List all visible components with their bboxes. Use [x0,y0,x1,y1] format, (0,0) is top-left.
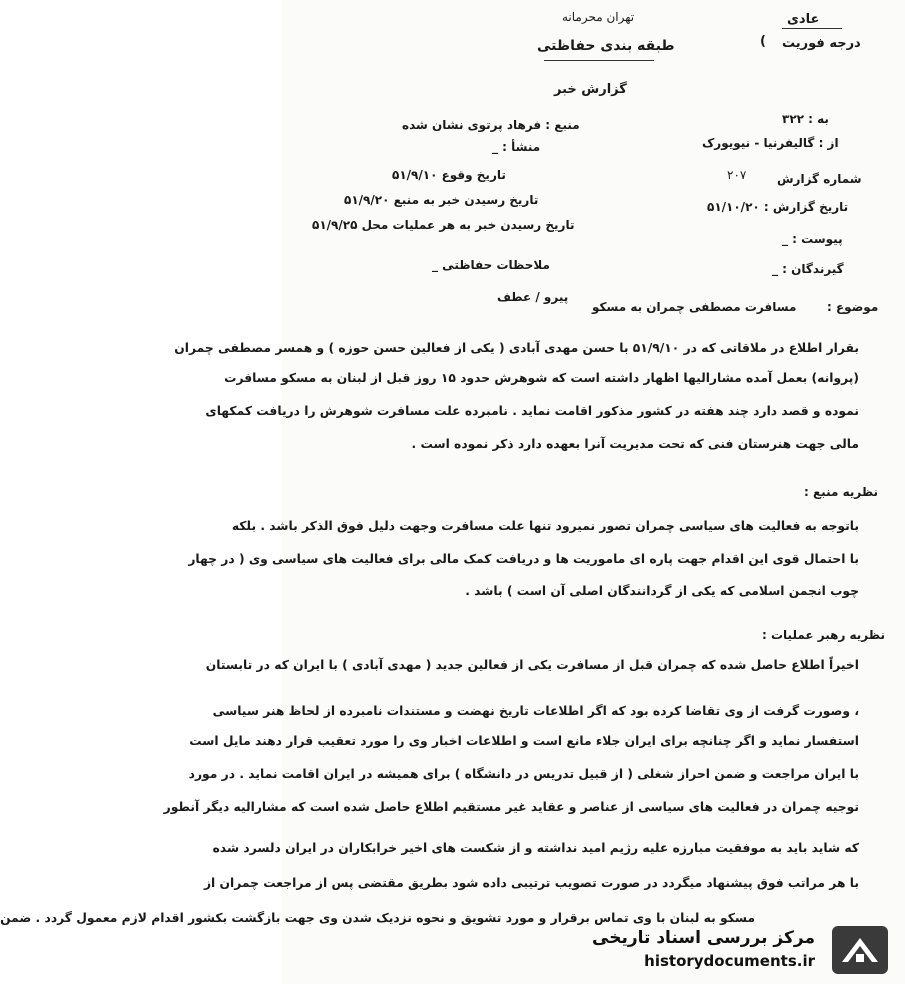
priority-mark: ) [760,34,766,49]
receipt-date-line: تاریخ رسیدن خبر به منبع ۵۱/۹/۲۰ [344,193,539,207]
p3-line-2: ، وصورت گرفت از وی تقاضا کرده بود که اگر اطلاعات تاریخ نهضت و مستندات نامبرده از لحاظ هنر سیاسی [212,704,859,718]
report-number-label: شماره گزارش [777,172,862,186]
archive-url[interactable]: historydocuments.ir [644,952,815,970]
to-line: به : ۳۲۲ [782,112,829,126]
receipt-date-local-line: تاریخ رسیدن خبر به هر عملیات محل ۵۱/۹/۲۵ [312,218,575,232]
top-stamp-text: تهران محرمانه [562,10,635,24]
receiver-comment-label: نظریه رهبر عملیات : [762,628,885,642]
remarks-line: ملاحظات حفاظتی _ [432,258,550,272]
title-underline [544,60,654,61]
clearance-line: منشأ : _ [492,140,541,154]
subject-text: مسافرت مصطفی چمران به مسکو [592,300,797,314]
recipients-line: گیرندگان : _ [772,262,844,276]
subject-label: موضوع : [827,300,879,314]
p3-line-5: توجیه چمران در فعالیت های سیاسی از عناصر و عقاید غیر مستقیم اطلاع حاصل شده است که مشارالیه دیگر آنطور [163,800,859,814]
archive-name: مرکز بررسی اسناد تاریخی [592,928,815,948]
p3-line-4: با ایران مراجعت و ضمن احراز شغلی ( از قبیل تدریس در دانشگاه ) برای همیشه در ایران اقامت نماید . در مورد [188,767,859,781]
secrecy-underline [782,28,842,29]
reference-label: پیرو / عطف [497,290,569,304]
p3-line-3: استفسار نماید و اگر چنانچه برای ایران جلاء مانع است و اطلاعات اخبار وی را مورد تعقیب قرار دهند مایل است [189,734,859,748]
classification-title: طبقه بندی حفاظتی [537,38,675,54]
secrecy-value: عادی [787,12,820,27]
source-comment-label: نظریه منبع : [804,485,879,499]
p2-line-3: چوب انجمن اسلامی که یکی از گردانندگان اصلی آن است ) باشد . [465,584,859,598]
p3-line-8: مسکو به لبنان با وی تماس برقرار و مورد تشویق و نحوه نزدیک شدن وی جهت بازگشت بکشور اقدام لازم معمول گردد . ضمن [0,911,755,925]
p3-line-7: با هر مراتب فوق پیشنهاد میگردد در صورت تصویب ترتیبی داده شود بطریق مقتضی پس از مراجعت چمران از [203,876,859,890]
report-type-title: گزارش خبر [554,82,627,97]
priority-label: درجه فوریت [782,36,861,51]
attachment-line: پیوست : _ [782,232,843,246]
report-number-value: ۲۰۷ [727,168,747,182]
archive-logo-icon [830,924,890,976]
p1-line-3: نموده و قصد دارد چند هفته در کشور مذکور اقامت نماید . نامبرده علت مسافرت شوهرش را دریافت کمکهای [205,404,859,418]
p1-line-4: مالی جهت هنرستان فنی که تحت مدیریت آنرا بعهده دارد ذکر نموده است . [411,437,859,451]
report-date-line: تاریخ گزارش : ۵۱/۱۰/۲۰ [707,200,849,214]
from-line: از : گالیفرنیا - نیویورک [702,136,839,150]
p2-line-2: با احتمال قوی این اقدام جهت پاره ای ماموریت ها و دریافت کمک مالی برای فعالیت های سیاسی وی ( در چهار [188,552,859,566]
p2-line-1: باتوجه به فعالیت های سیاسی چمران تصور نمیرود تنها علت مسافرت وجهت دلیل فوق الذکر باشد . بلکه [231,519,859,533]
source-line: منبع : فرهاد پرتوی نشان شده [402,118,580,132]
p3-line-6: که شاید باید به موفقیت مبارزه علیه رژیم امید نداشته و از شکست های اخیر خرابکاران در ایران دلسرد شده [212,841,859,855]
p1-line-1: بقرار اطلاع در ملاقاتی که در ۵۱/۹/۱۰ با حسن مهدی آبادی ( یکی از فعالین حسن حوزه ) و همسر مصطفی چمران [174,341,859,355]
p3-line-1: اخیراً اطلاع حاصل شده که چمران قبل از مسافرت یکی از فعالین جدید ( مهدی آبادی ) با ایران که در تابستان [205,658,859,672]
p1-line-2: (پروانه) بعمل آمده مشارالیها اظهار داشته است که شوهرش حدود ۱۵ روز قبل از لبنان به مسکو مسافرت [224,371,859,385]
event-date-line: تاریخ وقوع ۵۱/۹/۱۰ [392,168,506,182]
